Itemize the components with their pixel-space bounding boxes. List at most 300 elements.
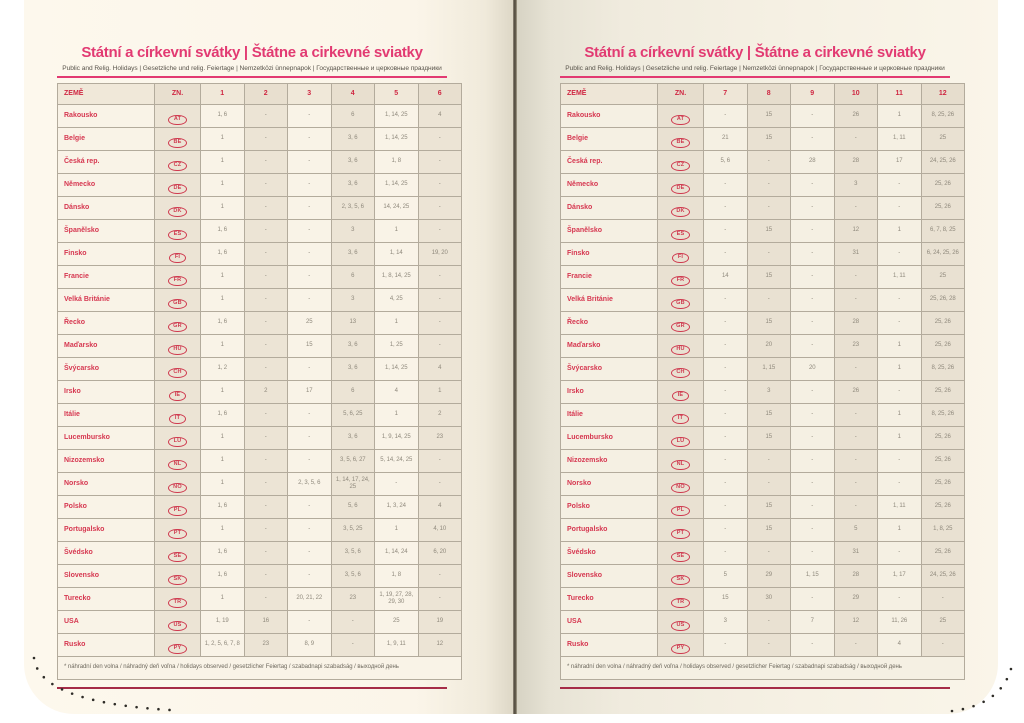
page-left-content bbox=[57, 44, 447, 689]
country-cell: Norsko bbox=[58, 473, 155, 496]
table-row bbox=[58, 542, 462, 565]
table-row bbox=[58, 266, 462, 289]
holiday-cell: 8, 25, 26 bbox=[921, 404, 965, 427]
holiday-cell: - bbox=[244, 404, 288, 427]
holiday-cell: 3, 5, 6 bbox=[331, 542, 375, 565]
holiday-cell: 1, 6 bbox=[201, 542, 245, 565]
page-subtitle: Public and Relig. Holidays | Gesetzliche und relig. Feiertage | Nemzetközi ünnepnapok | Государственные и церковные праздники bbox=[62, 65, 442, 72]
holiday-cell: 1, 19 bbox=[201, 611, 245, 634]
footnote-text: * náhradní den volna / náhradný deň voľna / holidays observed / gesetzlicher Feiertag / szabadnapi szabadság / выходной день bbox=[58, 657, 462, 680]
holiday-cell: 1, 6 bbox=[201, 243, 245, 266]
month-column-header: 11 bbox=[878, 84, 922, 105]
holiday-cell: - bbox=[288, 128, 332, 151]
holiday-cell: 15 bbox=[747, 427, 791, 450]
holiday-cell: 15 bbox=[747, 312, 791, 335]
country-code-badge: PT bbox=[671, 529, 689, 540]
holiday-cell: - bbox=[244, 128, 288, 151]
holiday-cell: - bbox=[244, 243, 288, 266]
holiday-cell: - bbox=[418, 174, 462, 197]
holiday-cell: 3 bbox=[747, 381, 791, 404]
holiday-cell: 1, 8 bbox=[375, 151, 419, 174]
holiday-cell: 24, 25, 26 bbox=[921, 565, 965, 588]
holiday-cell: 1, 14, 25 bbox=[375, 128, 419, 151]
holiday-cell: 29 bbox=[747, 565, 791, 588]
country-code-badge: PL bbox=[671, 506, 689, 517]
holiday-cell: - bbox=[921, 588, 965, 611]
holiday-cell: 23 bbox=[418, 427, 462, 450]
country-code-badge: DK bbox=[671, 207, 690, 218]
page-title: Státní a církevní svátky | Štátne a cirkevné sviatky bbox=[81, 44, 423, 61]
holiday-cell: 1 bbox=[878, 519, 922, 542]
holiday-cell: - bbox=[834, 289, 878, 312]
holiday-cell: - bbox=[791, 427, 835, 450]
holiday-cell: 5 bbox=[834, 519, 878, 542]
country-code-badge: IT bbox=[169, 414, 185, 425]
holiday-cell: 1, 6 bbox=[201, 565, 245, 588]
country-cell: Francie bbox=[561, 266, 658, 289]
holiday-cell: 2, 3, 5, 6 bbox=[331, 197, 375, 220]
country-code-badge: FI bbox=[672, 253, 688, 264]
table-row bbox=[561, 450, 965, 473]
table-row bbox=[561, 611, 965, 634]
holiday-cell: - bbox=[747, 151, 791, 174]
holiday-cell: - bbox=[331, 611, 375, 634]
country-code-cell bbox=[155, 358, 201, 381]
holiday-cell: - bbox=[704, 427, 748, 450]
holiday-cell: 26 bbox=[834, 381, 878, 404]
holiday-cell: - bbox=[704, 174, 748, 197]
country-code-badge: FR bbox=[671, 276, 690, 287]
country-code-badge: AT bbox=[671, 115, 689, 126]
holiday-cell: 4 bbox=[418, 105, 462, 128]
holiday-cell: - bbox=[878, 312, 922, 335]
table-row bbox=[561, 312, 965, 335]
holiday-cell: - bbox=[834, 197, 878, 220]
holiday-cell: - bbox=[244, 151, 288, 174]
holiday-cell: - bbox=[791, 105, 835, 128]
holiday-cell: - bbox=[288, 450, 332, 473]
holiday-cell: 8, 25, 26 bbox=[921, 358, 965, 381]
holiday-cell: 25, 26 bbox=[921, 312, 965, 335]
country-code-badge: TR bbox=[671, 598, 690, 609]
holiday-cell: 1, 8 bbox=[375, 565, 419, 588]
holiday-cell: - bbox=[791, 496, 835, 519]
table-row bbox=[561, 404, 965, 427]
holiday-cell: - bbox=[791, 220, 835, 243]
holiday-cell: - bbox=[834, 358, 878, 381]
holiday-cell: 1 bbox=[878, 105, 922, 128]
holiday-cell: 1 bbox=[201, 289, 245, 312]
holiday-cell: 25, 26 bbox=[921, 542, 965, 565]
table-row bbox=[561, 634, 965, 657]
table-row bbox=[58, 565, 462, 588]
country-cell: Francie bbox=[58, 266, 155, 289]
table-row bbox=[561, 174, 965, 197]
country-cell: Itálie bbox=[58, 404, 155, 427]
holiday-cell: 1 bbox=[878, 404, 922, 427]
holiday-cell: 12 bbox=[834, 220, 878, 243]
holiday-cell: - bbox=[244, 542, 288, 565]
holiday-cell: - bbox=[878, 243, 922, 266]
holiday-cell: 3, 6 bbox=[331, 128, 375, 151]
holiday-cell: 3, 5, 6 bbox=[331, 565, 375, 588]
country-code-badge: ES bbox=[671, 230, 690, 241]
holiday-cell: 1 bbox=[375, 404, 419, 427]
country-code-badge: PY bbox=[168, 644, 187, 655]
country-cell: Rakousko bbox=[561, 105, 658, 128]
country-code-badge: PL bbox=[168, 506, 186, 517]
month-column-header: 4 bbox=[331, 84, 375, 105]
country-code-badge: NO bbox=[168, 483, 188, 494]
country-code-cell bbox=[155, 634, 201, 657]
holiday-cell: - bbox=[244, 427, 288, 450]
holiday-cell: - bbox=[704, 404, 748, 427]
holiday-cell: - bbox=[418, 335, 462, 358]
country-code-cell bbox=[658, 565, 704, 588]
table-row bbox=[561, 473, 965, 496]
country-cell: Velká Británie bbox=[561, 289, 658, 312]
holiday-cell: 1, 6 bbox=[201, 312, 245, 335]
holiday-cell: 4 bbox=[418, 496, 462, 519]
page-right-content bbox=[560, 44, 959, 689]
holiday-cell: 3 bbox=[331, 220, 375, 243]
holiday-cell: - bbox=[331, 634, 375, 657]
bottom-rule-right bbox=[560, 687, 950, 689]
holiday-cell: - bbox=[878, 450, 922, 473]
holiday-cell: - bbox=[704, 450, 748, 473]
holiday-cell: - bbox=[704, 335, 748, 358]
holiday-cell: 30 bbox=[747, 588, 791, 611]
holiday-cell: 15 bbox=[747, 404, 791, 427]
page-subtitle: Public and Relig. Holidays | Gesetzliche und relig. Feiertage | Nemzetközi ünnepnapok | Государственные и церковные праздники bbox=[565, 65, 945, 72]
holiday-cell: 3, 5, 25 bbox=[331, 519, 375, 542]
country-cell: Irsko bbox=[561, 381, 658, 404]
country-code-badge: NL bbox=[168, 460, 187, 471]
holiday-cell: 24, 25, 26 bbox=[921, 151, 965, 174]
holiday-cell: - bbox=[704, 289, 748, 312]
holiday-cell: - bbox=[704, 220, 748, 243]
country-code-badge: AT bbox=[168, 115, 186, 126]
holiday-cell: 25, 26 bbox=[921, 473, 965, 496]
country-cell: Rusko bbox=[561, 634, 658, 657]
country-code-badge: SK bbox=[671, 575, 690, 586]
country-code-cell bbox=[658, 105, 704, 128]
holiday-cell: - bbox=[791, 404, 835, 427]
table-row bbox=[561, 151, 965, 174]
country-code-cell bbox=[658, 220, 704, 243]
country-code-cell bbox=[658, 496, 704, 519]
country-cell: Finsko bbox=[58, 243, 155, 266]
country-cell: Německo bbox=[561, 174, 658, 197]
page-right bbox=[517, 0, 998, 714]
holiday-cell: 13 bbox=[331, 312, 375, 335]
country-cell: Španělsko bbox=[561, 220, 658, 243]
country-code-cell bbox=[658, 358, 704, 381]
holiday-cell: 1 bbox=[375, 220, 419, 243]
holiday-cell: - bbox=[418, 473, 462, 496]
holiday-cell: 19, 20 bbox=[418, 243, 462, 266]
table-row bbox=[58, 220, 462, 243]
holiday-cell: - bbox=[791, 381, 835, 404]
country-code-badge: BE bbox=[671, 138, 690, 149]
country-cell: Slovensko bbox=[561, 565, 658, 588]
holiday-cell: - bbox=[288, 519, 332, 542]
holiday-cell: 3, 5, 6, 27 bbox=[331, 450, 375, 473]
holiday-cell: 2 bbox=[244, 381, 288, 404]
country-code-badge: PY bbox=[671, 644, 690, 655]
holiday-cell: 25 bbox=[375, 611, 419, 634]
holiday-cell: 1 bbox=[201, 197, 245, 220]
table-row bbox=[561, 266, 965, 289]
country-code-badge: IT bbox=[672, 414, 688, 425]
country-code-badge: GB bbox=[168, 299, 188, 310]
holiday-cell: 25 bbox=[921, 128, 965, 151]
holiday-cell: - bbox=[288, 542, 332, 565]
holiday-cell: - bbox=[834, 266, 878, 289]
table-row bbox=[561, 358, 965, 381]
country-cell: Švýcarsko bbox=[58, 358, 155, 381]
footnote-row bbox=[58, 657, 462, 680]
country-code-cell bbox=[658, 611, 704, 634]
holiday-cell: 28 bbox=[791, 151, 835, 174]
holiday-cell: 28 bbox=[834, 565, 878, 588]
holiday-cell: - bbox=[747, 174, 791, 197]
table-row bbox=[58, 128, 462, 151]
country-cell: Finsko bbox=[561, 243, 658, 266]
holiday-cell: 23 bbox=[244, 634, 288, 657]
country-code-cell bbox=[155, 105, 201, 128]
table-row bbox=[561, 105, 965, 128]
holiday-cell: - bbox=[791, 128, 835, 151]
table-row bbox=[561, 381, 965, 404]
country-code-cell bbox=[658, 588, 704, 611]
country-code-badge: ES bbox=[168, 230, 187, 241]
country-code-badge: DE bbox=[671, 184, 690, 195]
holiday-cell: 1 bbox=[878, 358, 922, 381]
country-cell: Turecko bbox=[58, 588, 155, 611]
holiday-cell: 25 bbox=[288, 312, 332, 335]
holiday-cell: - bbox=[878, 473, 922, 496]
holiday-cell: - bbox=[834, 496, 878, 519]
holiday-cell: 1 bbox=[878, 335, 922, 358]
holiday-cell: 1 bbox=[201, 588, 245, 611]
holiday-cell: - bbox=[418, 128, 462, 151]
country-code-cell bbox=[658, 289, 704, 312]
holiday-cell: 6 bbox=[331, 381, 375, 404]
holiday-cell: - bbox=[791, 174, 835, 197]
month-column-header: 5 bbox=[375, 84, 419, 105]
holiday-cell: 14, 24, 25 bbox=[375, 197, 419, 220]
country-cell: Portugalsko bbox=[561, 519, 658, 542]
country-cell: Slovensko bbox=[58, 565, 155, 588]
holiday-cell: 23 bbox=[331, 588, 375, 611]
holiday-cell: - bbox=[244, 220, 288, 243]
holiday-cell: 20, 21, 22 bbox=[288, 588, 332, 611]
holiday-cell: 1, 6 bbox=[201, 496, 245, 519]
holiday-cell: - bbox=[791, 266, 835, 289]
country-code-cell bbox=[658, 404, 704, 427]
holiday-cell: - bbox=[418, 450, 462, 473]
holiday-cell: 1 bbox=[201, 335, 245, 358]
page-left bbox=[24, 0, 514, 714]
holiday-cell: 15 bbox=[288, 335, 332, 358]
holiday-cell: 1 bbox=[201, 427, 245, 450]
month-column-header: 9 bbox=[791, 84, 835, 105]
country-code-badge: FR bbox=[168, 276, 187, 287]
holiday-cell: - bbox=[704, 473, 748, 496]
holiday-cell: - bbox=[747, 289, 791, 312]
country-cell: Nizozemsko bbox=[561, 450, 658, 473]
holiday-cell: 17 bbox=[288, 381, 332, 404]
country-code-badge: LU bbox=[671, 437, 690, 448]
holiday-cell: 25, 26 bbox=[921, 174, 965, 197]
country-code-cell bbox=[155, 427, 201, 450]
holiday-cell: - bbox=[747, 542, 791, 565]
country-cell: Dánsko bbox=[561, 197, 658, 220]
holiday-cell: 1, 9, 11 bbox=[375, 634, 419, 657]
month-column-header: 3 bbox=[288, 84, 332, 105]
country-code-cell bbox=[155, 381, 201, 404]
country-cell: Česká rep. bbox=[561, 151, 658, 174]
country-code-cell bbox=[155, 542, 201, 565]
holiday-cell: - bbox=[747, 197, 791, 220]
holiday-cell: - bbox=[834, 450, 878, 473]
country-code-badge: HU bbox=[671, 345, 690, 356]
country-cell: Řecko bbox=[58, 312, 155, 335]
holiday-cell: 4, 25 bbox=[375, 289, 419, 312]
holiday-cell: 4, 10 bbox=[418, 519, 462, 542]
holiday-cell: 25, 26 bbox=[921, 450, 965, 473]
holiday-cell: - bbox=[704, 358, 748, 381]
country-code-cell bbox=[658, 381, 704, 404]
table-row bbox=[58, 611, 462, 634]
table-row bbox=[58, 588, 462, 611]
country-cell: Německo bbox=[58, 174, 155, 197]
holiday-cell: 15 bbox=[704, 588, 748, 611]
holiday-cell: 21 bbox=[704, 128, 748, 151]
country-code-cell bbox=[658, 174, 704, 197]
holiday-cell: - bbox=[747, 473, 791, 496]
holiday-cell: 1, 11 bbox=[878, 128, 922, 151]
holiday-cell: - bbox=[288, 105, 332, 128]
month-column-header: 2 bbox=[244, 84, 288, 105]
holiday-cell: - bbox=[791, 542, 835, 565]
country-code-cell bbox=[155, 565, 201, 588]
holiday-cell: 25, 26 bbox=[921, 427, 965, 450]
holiday-cell: 4 bbox=[418, 358, 462, 381]
holiday-cell: - bbox=[834, 473, 878, 496]
holiday-cell: 15 bbox=[747, 266, 791, 289]
country-code-cell bbox=[155, 174, 201, 197]
holiday-cell: - bbox=[704, 105, 748, 128]
holiday-table-months-7-12 bbox=[560, 83, 965, 680]
table-row bbox=[58, 174, 462, 197]
country-code-badge: US bbox=[168, 621, 187, 632]
country-code-cell bbox=[155, 496, 201, 519]
country-cell: Česká rep. bbox=[58, 151, 155, 174]
holiday-cell: 1, 6 bbox=[201, 220, 245, 243]
month-column-header: 8 bbox=[747, 84, 791, 105]
country-code-badge: TR bbox=[168, 598, 187, 609]
holiday-cell: 31 bbox=[834, 542, 878, 565]
country-code-cell bbox=[155, 450, 201, 473]
holiday-cell: 1, 14, 25 bbox=[375, 358, 419, 381]
holiday-cell: 1, 14, 25 bbox=[375, 174, 419, 197]
holiday-cell: 6, 20 bbox=[418, 542, 462, 565]
holiday-cell: - bbox=[878, 381, 922, 404]
holiday-cell: - bbox=[288, 358, 332, 381]
month-column-header: 10 bbox=[834, 84, 878, 105]
country-code-cell bbox=[658, 266, 704, 289]
holiday-cell: 5 bbox=[704, 565, 748, 588]
country-code-cell bbox=[658, 335, 704, 358]
holiday-cell: 20 bbox=[747, 335, 791, 358]
holiday-cell: 3, 6 bbox=[331, 335, 375, 358]
holiday-cell: - bbox=[791, 243, 835, 266]
country-code-cell bbox=[658, 128, 704, 151]
country-code-badge: SE bbox=[671, 552, 690, 563]
table-row bbox=[561, 128, 965, 151]
holiday-cell: - bbox=[418, 312, 462, 335]
holiday-cell: 4 bbox=[878, 634, 922, 657]
country-code-badge: IE bbox=[169, 391, 186, 402]
holiday-cell: - bbox=[921, 634, 965, 657]
country-code-cell bbox=[658, 197, 704, 220]
holiday-cell: - bbox=[418, 151, 462, 174]
holiday-cell: - bbox=[288, 220, 332, 243]
holiday-cell: 5, 6 bbox=[704, 151, 748, 174]
country-cell: Maďarsko bbox=[58, 335, 155, 358]
holiday-cell: 20 bbox=[791, 358, 835, 381]
table-row bbox=[561, 427, 965, 450]
holiday-cell: 15 bbox=[747, 105, 791, 128]
holiday-cell: 3, 6 bbox=[331, 151, 375, 174]
holiday-cell: 1, 11 bbox=[878, 266, 922, 289]
country-code-badge: US bbox=[671, 621, 690, 632]
country-code-cell bbox=[155, 197, 201, 220]
country-code-badge: NO bbox=[671, 483, 691, 494]
holiday-cell: 12 bbox=[834, 611, 878, 634]
holiday-cell: 3, 6 bbox=[331, 358, 375, 381]
table-row bbox=[561, 496, 965, 519]
table-row bbox=[561, 565, 965, 588]
holiday-cell: 25 bbox=[921, 266, 965, 289]
holiday-cell: 1 bbox=[375, 312, 419, 335]
holiday-cell: 1 bbox=[418, 381, 462, 404]
holiday-cell: - bbox=[747, 611, 791, 634]
holiday-cell: 6 bbox=[331, 266, 375, 289]
table-row bbox=[561, 243, 965, 266]
holiday-cell: - bbox=[878, 197, 922, 220]
table-row bbox=[58, 105, 462, 128]
holiday-cell: - bbox=[704, 312, 748, 335]
holiday-cell: - bbox=[288, 427, 332, 450]
holiday-cell: - bbox=[704, 542, 748, 565]
country-cell: Polsko bbox=[58, 496, 155, 519]
holiday-cell: - bbox=[878, 588, 922, 611]
holiday-cell: - bbox=[704, 634, 748, 657]
holiday-cell: 1 bbox=[878, 427, 922, 450]
holiday-cell: 28 bbox=[834, 151, 878, 174]
table-row bbox=[58, 473, 462, 496]
holiday-cell: - bbox=[244, 450, 288, 473]
page-title: Státní a církevní svátky | Štátne a cirkevné sviatky bbox=[584, 44, 926, 61]
holiday-cell: - bbox=[418, 197, 462, 220]
holiday-cell: - bbox=[418, 266, 462, 289]
holiday-cell: - bbox=[418, 565, 462, 588]
holiday-cell: - bbox=[288, 404, 332, 427]
holiday-cell: 1, 8, 25 bbox=[921, 519, 965, 542]
